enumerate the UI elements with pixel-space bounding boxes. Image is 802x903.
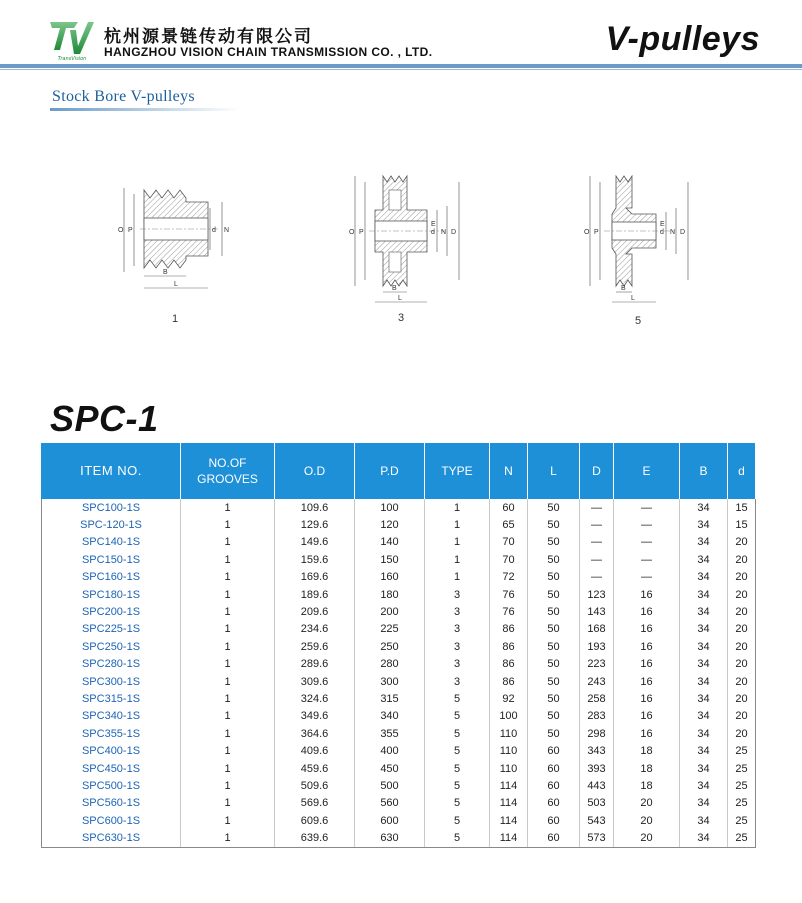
cell-item-no: SPC160-1S bbox=[42, 569, 181, 586]
cell-n: 65 bbox=[490, 516, 528, 533]
dim-label-e: E bbox=[660, 221, 665, 228]
spec-table bbox=[41, 443, 756, 848]
table-row bbox=[42, 569, 756, 586]
cell-n: 86 bbox=[490, 621, 528, 638]
table-body bbox=[42, 499, 756, 847]
cell-l: 60 bbox=[528, 829, 580, 847]
cell-d-small: 20 bbox=[728, 603, 756, 620]
cell-d-small: 25 bbox=[728, 795, 756, 812]
cell-e: 16 bbox=[614, 638, 680, 655]
cell-d-small: 25 bbox=[728, 829, 756, 847]
cell-od: 569.6 bbox=[275, 795, 355, 812]
cell-type: 1 bbox=[425, 551, 490, 568]
cell-type: 5 bbox=[425, 795, 490, 812]
drawing-type-5 bbox=[580, 168, 705, 308]
cell-grooves: 1 bbox=[181, 777, 275, 794]
cell-grooves: 1 bbox=[181, 760, 275, 777]
cell-d-big: 223 bbox=[580, 656, 614, 673]
cell-d-big: 503 bbox=[580, 795, 614, 812]
table-row bbox=[42, 516, 756, 533]
cell-od: 639.6 bbox=[275, 829, 355, 847]
cell-e: — bbox=[614, 551, 680, 568]
cell-type: 5 bbox=[425, 725, 490, 742]
table-row bbox=[42, 812, 756, 829]
dim-label-e: E bbox=[431, 221, 436, 228]
cell-d-small: 20 bbox=[728, 586, 756, 603]
cell-type: 1 bbox=[425, 499, 490, 516]
cell-l: 50 bbox=[528, 534, 580, 551]
cell-n: 114 bbox=[490, 812, 528, 829]
cell-grooves: 1 bbox=[181, 551, 275, 568]
cell-type: 3 bbox=[425, 603, 490, 620]
dim-label-d: d bbox=[660, 229, 664, 236]
cell-b: 34 bbox=[680, 551, 728, 568]
header-b: B bbox=[680, 443, 728, 499]
cell-od: 209.6 bbox=[275, 603, 355, 620]
cell-n: 76 bbox=[490, 586, 528, 603]
cell-b: 34 bbox=[680, 812, 728, 829]
cell-e: 16 bbox=[614, 656, 680, 673]
cell-n: 86 bbox=[490, 673, 528, 690]
company-logo bbox=[48, 18, 96, 62]
cell-d-small: 25 bbox=[728, 812, 756, 829]
cell-grooves: 1 bbox=[181, 656, 275, 673]
cell-od: 509.6 bbox=[275, 777, 355, 794]
cell-l: 60 bbox=[528, 760, 580, 777]
cell-type: 5 bbox=[425, 829, 490, 847]
cell-d-small: 15 bbox=[728, 499, 756, 516]
cell-item-no: SPC450-1S bbox=[42, 760, 181, 777]
cell-pd: 340 bbox=[355, 708, 425, 725]
header-grooves bbox=[181, 443, 275, 499]
cell-e: 20 bbox=[614, 812, 680, 829]
cell-od: 364.6 bbox=[275, 725, 355, 742]
cell-n: 60 bbox=[490, 499, 528, 516]
cell-grooves: 1 bbox=[181, 603, 275, 620]
cell-d-big: 283 bbox=[580, 708, 614, 725]
company-name-english: HANGZHOU VISION CHAIN TRANSMISSION CO. , LTD. bbox=[104, 45, 433, 59]
cell-d-big: 543 bbox=[580, 812, 614, 829]
table-row bbox=[42, 725, 756, 742]
table-row bbox=[42, 673, 756, 690]
cell-type: 1 bbox=[425, 516, 490, 533]
cell-b: 34 bbox=[680, 690, 728, 707]
cell-od: 169.6 bbox=[275, 569, 355, 586]
pulley-drawings bbox=[0, 150, 802, 340]
cell-type: 3 bbox=[425, 621, 490, 638]
table-row bbox=[42, 551, 756, 568]
cell-od: 189.6 bbox=[275, 586, 355, 603]
table-row bbox=[42, 742, 756, 759]
cell-b: 34 bbox=[680, 569, 728, 586]
header-grooves-line1: NO.OF bbox=[208, 456, 247, 470]
cell-b: 34 bbox=[680, 516, 728, 533]
cell-d-big: 298 bbox=[580, 725, 614, 742]
cell-l: 60 bbox=[528, 742, 580, 759]
cell-item-no: SPC-120-1S bbox=[42, 516, 181, 533]
cell-pd: 120 bbox=[355, 516, 425, 533]
cell-e: 16 bbox=[614, 586, 680, 603]
cell-pd: 225 bbox=[355, 621, 425, 638]
cell-l: 60 bbox=[528, 777, 580, 794]
table-row bbox=[42, 638, 756, 655]
cell-type: 3 bbox=[425, 638, 490, 655]
cell-d-big: 168 bbox=[580, 621, 614, 638]
cell-e: 16 bbox=[614, 621, 680, 638]
cell-item-no: SPC560-1S bbox=[42, 795, 181, 812]
cell-pd: 300 bbox=[355, 673, 425, 690]
cell-e: 16 bbox=[614, 673, 680, 690]
cell-item-no: SPC250-1S bbox=[42, 638, 181, 655]
cell-type: 3 bbox=[425, 656, 490, 673]
dim-label-p: P bbox=[594, 229, 599, 236]
dim-label-l: L bbox=[398, 295, 402, 302]
cell-pd: 100 bbox=[355, 499, 425, 516]
cell-type: 5 bbox=[425, 777, 490, 794]
cell-n: 114 bbox=[490, 777, 528, 794]
cell-b: 34 bbox=[680, 777, 728, 794]
cell-item-no: SPC600-1S bbox=[42, 812, 181, 829]
header-d-big: D bbox=[580, 443, 614, 499]
cell-type: 5 bbox=[425, 812, 490, 829]
cell-e: — bbox=[614, 499, 680, 516]
cell-item-no: SPC315-1S bbox=[42, 690, 181, 707]
cell-d-big: — bbox=[580, 516, 614, 533]
cell-pd: 560 bbox=[355, 795, 425, 812]
logo-subtext: TransVision bbox=[57, 56, 87, 62]
table-row bbox=[42, 621, 756, 638]
cell-item-no: SPC630-1S bbox=[42, 829, 181, 847]
cell-d-small: 20 bbox=[728, 656, 756, 673]
cell-od: 409.6 bbox=[275, 742, 355, 759]
cell-grooves: 1 bbox=[181, 621, 275, 638]
cell-grooves: 1 bbox=[181, 499, 275, 516]
cell-d-small: 25 bbox=[728, 742, 756, 759]
cell-b: 34 bbox=[680, 499, 728, 516]
drawing-type-5-label: 5 bbox=[635, 315, 642, 327]
cell-n: 114 bbox=[490, 829, 528, 847]
cell-pd: 500 bbox=[355, 777, 425, 794]
dim-label-l: L bbox=[174, 281, 178, 288]
table-header-row bbox=[42, 443, 756, 499]
cell-b: 34 bbox=[680, 586, 728, 603]
header-e: E bbox=[614, 443, 680, 499]
cell-b: 34 bbox=[680, 638, 728, 655]
cell-e: 18 bbox=[614, 760, 680, 777]
cell-pd: 180 bbox=[355, 586, 425, 603]
cell-l: 50 bbox=[528, 499, 580, 516]
cell-type: 5 bbox=[425, 690, 490, 707]
cell-type: 1 bbox=[425, 569, 490, 586]
cell-l: 50 bbox=[528, 569, 580, 586]
table-row bbox=[42, 795, 756, 812]
page-header bbox=[0, 0, 802, 72]
cell-type: 5 bbox=[425, 708, 490, 725]
dim-label-n: N bbox=[670, 229, 676, 236]
cell-pd: 140 bbox=[355, 534, 425, 551]
header-divider bbox=[0, 64, 802, 68]
cell-grooves: 1 bbox=[181, 586, 275, 603]
cell-e: — bbox=[614, 534, 680, 551]
header-item-no: ITEM NO. bbox=[42, 443, 181, 499]
cell-pd: 400 bbox=[355, 742, 425, 759]
cell-d-big: 393 bbox=[580, 760, 614, 777]
header-n: N bbox=[490, 443, 528, 499]
cell-od: 109.6 bbox=[275, 499, 355, 516]
cell-type: 5 bbox=[425, 742, 490, 759]
cell-d-small: 20 bbox=[728, 551, 756, 568]
header-type: TYPE bbox=[425, 443, 490, 499]
cell-od: 159.6 bbox=[275, 551, 355, 568]
cell-d-small: 20 bbox=[728, 638, 756, 655]
cell-od: 324.6 bbox=[275, 690, 355, 707]
cell-grooves: 1 bbox=[181, 725, 275, 742]
cell-e: 16 bbox=[614, 725, 680, 742]
cell-e: — bbox=[614, 569, 680, 586]
cell-pd: 450 bbox=[355, 760, 425, 777]
table-row bbox=[42, 603, 756, 620]
cell-item-no: SPC280-1S bbox=[42, 656, 181, 673]
cell-d-small: 25 bbox=[728, 760, 756, 777]
cell-l: 50 bbox=[528, 603, 580, 620]
cell-b: 34 bbox=[680, 708, 728, 725]
cell-e: 16 bbox=[614, 708, 680, 725]
cell-b: 34 bbox=[680, 656, 728, 673]
cell-d-big: 243 bbox=[580, 673, 614, 690]
cell-item-no: SPC150-1S bbox=[42, 551, 181, 568]
cell-pd: 600 bbox=[355, 812, 425, 829]
cell-n: 72 bbox=[490, 569, 528, 586]
dim-label-o: O bbox=[584, 229, 590, 236]
header-divider-thin bbox=[0, 69, 802, 70]
cell-b: 34 bbox=[680, 603, 728, 620]
cell-d-small: 20 bbox=[728, 621, 756, 638]
cell-n: 70 bbox=[490, 551, 528, 568]
cell-n: 110 bbox=[490, 725, 528, 742]
cell-type: 5 bbox=[425, 760, 490, 777]
dim-label-b: B bbox=[621, 285, 626, 292]
dim-label-p: P bbox=[359, 229, 364, 236]
table-row bbox=[42, 586, 756, 603]
cell-e: 16 bbox=[614, 603, 680, 620]
cell-d-big: 443 bbox=[580, 777, 614, 794]
cell-item-no: SPC225-1S bbox=[42, 621, 181, 638]
cell-od: 234.6 bbox=[275, 621, 355, 638]
cell-d-big: — bbox=[580, 534, 614, 551]
table-row bbox=[42, 656, 756, 673]
cell-od: 289.6 bbox=[275, 656, 355, 673]
cell-pd: 630 bbox=[355, 829, 425, 847]
dim-label-l: L bbox=[631, 295, 635, 302]
cell-d-big: — bbox=[580, 499, 614, 516]
cell-l: 60 bbox=[528, 812, 580, 829]
cell-d-small: 15 bbox=[728, 516, 756, 533]
header-pd: P.D bbox=[355, 443, 425, 499]
cell-l: 50 bbox=[528, 638, 580, 655]
cell-item-no: SPC300-1S bbox=[42, 673, 181, 690]
cell-d-big: 193 bbox=[580, 638, 614, 655]
cell-d-big: 258 bbox=[580, 690, 614, 707]
dim-label-d: d bbox=[431, 229, 435, 236]
company-name-chinese: 杭州源景链传动有限公司 bbox=[104, 27, 313, 47]
cell-l: 50 bbox=[528, 708, 580, 725]
cell-grooves: 1 bbox=[181, 534, 275, 551]
cell-l: 50 bbox=[528, 551, 580, 568]
cell-d-big: 343 bbox=[580, 742, 614, 759]
cell-b: 34 bbox=[680, 760, 728, 777]
drawing-type-1-label: 1 bbox=[172, 313, 179, 325]
cell-grooves: 1 bbox=[181, 516, 275, 533]
cell-e: 16 bbox=[614, 690, 680, 707]
dim-label-p: P bbox=[128, 227, 133, 234]
dim-label-b: B bbox=[163, 269, 168, 276]
cell-grooves: 1 bbox=[181, 690, 275, 707]
cell-l: 60 bbox=[528, 795, 580, 812]
cell-grooves: 1 bbox=[181, 673, 275, 690]
cell-n: 92 bbox=[490, 690, 528, 707]
dim-label-b: B bbox=[392, 285, 397, 292]
cell-d-small: 20 bbox=[728, 534, 756, 551]
cell-grooves: 1 bbox=[181, 812, 275, 829]
cell-b: 34 bbox=[680, 742, 728, 759]
cell-item-no: SPC200-1S bbox=[42, 603, 181, 620]
cell-item-no: SPC100-1S bbox=[42, 499, 181, 516]
cell-item-no: SPC400-1S bbox=[42, 742, 181, 759]
header-d-small: d bbox=[728, 443, 756, 499]
cell-d-small: 20 bbox=[728, 569, 756, 586]
cell-pd: 160 bbox=[355, 569, 425, 586]
cell-n: 110 bbox=[490, 742, 528, 759]
cell-item-no: SPC355-1S bbox=[42, 725, 181, 742]
cell-grooves: 1 bbox=[181, 742, 275, 759]
cell-item-no: SPC180-1S bbox=[42, 586, 181, 603]
header-l: L bbox=[528, 443, 580, 499]
table-row bbox=[42, 777, 756, 794]
cell-d-big: 123 bbox=[580, 586, 614, 603]
subtitle-underline bbox=[50, 108, 240, 111]
cell-l: 50 bbox=[528, 621, 580, 638]
cell-l: 50 bbox=[528, 586, 580, 603]
cell-d-big: — bbox=[580, 551, 614, 568]
drawing-type-3 bbox=[345, 168, 475, 308]
cell-b: 34 bbox=[680, 534, 728, 551]
cell-l: 50 bbox=[528, 690, 580, 707]
cell-l: 50 bbox=[528, 725, 580, 742]
cell-l: 50 bbox=[528, 673, 580, 690]
table-row bbox=[42, 708, 756, 725]
table-row bbox=[42, 760, 756, 777]
dim-label-n: N bbox=[441, 229, 447, 236]
section-subtitle: Stock Bore V-pulleys bbox=[52, 88, 195, 105]
table-row bbox=[42, 829, 756, 847]
cell-d-small: 20 bbox=[728, 673, 756, 690]
dim-label-o: O bbox=[118, 227, 124, 234]
cell-n: 86 bbox=[490, 656, 528, 673]
cell-od: 309.6 bbox=[275, 673, 355, 690]
cell-n: 86 bbox=[490, 638, 528, 655]
cell-b: 34 bbox=[680, 829, 728, 847]
drawing-type-1 bbox=[110, 180, 240, 295]
cell-n: 70 bbox=[490, 534, 528, 551]
cell-pd: 355 bbox=[355, 725, 425, 742]
cell-l: 50 bbox=[528, 656, 580, 673]
cell-d-big: 573 bbox=[580, 829, 614, 847]
cell-d-big: 143 bbox=[580, 603, 614, 620]
cell-grooves: 1 bbox=[181, 638, 275, 655]
spec-table-container bbox=[41, 443, 755, 848]
cell-grooves: 1 bbox=[181, 708, 275, 725]
cell-e: — bbox=[614, 516, 680, 533]
table-row bbox=[42, 534, 756, 551]
cell-od: 459.6 bbox=[275, 760, 355, 777]
cell-e: 20 bbox=[614, 829, 680, 847]
cell-e: 18 bbox=[614, 777, 680, 794]
cell-pd: 315 bbox=[355, 690, 425, 707]
cell-type: 3 bbox=[425, 673, 490, 690]
cell-od: 349.6 bbox=[275, 708, 355, 725]
dim-label-o: O bbox=[349, 229, 355, 236]
cell-n: 110 bbox=[490, 760, 528, 777]
series-title: SPC-1 bbox=[50, 398, 159, 439]
cell-b: 34 bbox=[680, 673, 728, 690]
cell-od: 129.6 bbox=[275, 516, 355, 533]
cell-d-small: 20 bbox=[728, 708, 756, 725]
cell-item-no: SPC340-1S bbox=[42, 708, 181, 725]
cell-pd: 150 bbox=[355, 551, 425, 568]
cell-n: 100 bbox=[490, 708, 528, 725]
cell-grooves: 1 bbox=[181, 829, 275, 847]
cell-b: 34 bbox=[680, 621, 728, 638]
cell-n: 114 bbox=[490, 795, 528, 812]
cell-e: 20 bbox=[614, 795, 680, 812]
dim-label-big-d: D bbox=[451, 229, 457, 236]
cell-item-no: SPC140-1S bbox=[42, 534, 181, 551]
header-od: O.D bbox=[275, 443, 355, 499]
cell-d-big: — bbox=[580, 569, 614, 586]
cell-od: 149.6 bbox=[275, 534, 355, 551]
drawing-type-3-label: 3 bbox=[398, 312, 405, 324]
header-grooves-line2: GROOVES bbox=[197, 472, 258, 486]
cell-d-small: 20 bbox=[728, 725, 756, 742]
cell-od: 259.6 bbox=[275, 638, 355, 655]
cell-type: 3 bbox=[425, 586, 490, 603]
table-row bbox=[42, 690, 756, 707]
product-title: V-pulleys bbox=[605, 20, 760, 58]
cell-pd: 200 bbox=[355, 603, 425, 620]
cell-type: 1 bbox=[425, 534, 490, 551]
cell-grooves: 1 bbox=[181, 569, 275, 586]
cell-grooves: 1 bbox=[181, 795, 275, 812]
cell-od: 609.6 bbox=[275, 812, 355, 829]
dim-label-n: N bbox=[224, 227, 230, 234]
cell-item-no: SPC500-1S bbox=[42, 777, 181, 794]
cell-pd: 250 bbox=[355, 638, 425, 655]
cell-d-small: 25 bbox=[728, 777, 756, 794]
cell-l: 50 bbox=[528, 516, 580, 533]
cell-b: 34 bbox=[680, 725, 728, 742]
table-row bbox=[42, 499, 756, 516]
cell-n: 76 bbox=[490, 603, 528, 620]
cell-e: 18 bbox=[614, 742, 680, 759]
dim-label-d: d bbox=[212, 227, 216, 234]
cell-b: 34 bbox=[680, 795, 728, 812]
cell-pd: 280 bbox=[355, 656, 425, 673]
dim-label-big-d: D bbox=[680, 229, 686, 236]
cell-d-small: 20 bbox=[728, 690, 756, 707]
